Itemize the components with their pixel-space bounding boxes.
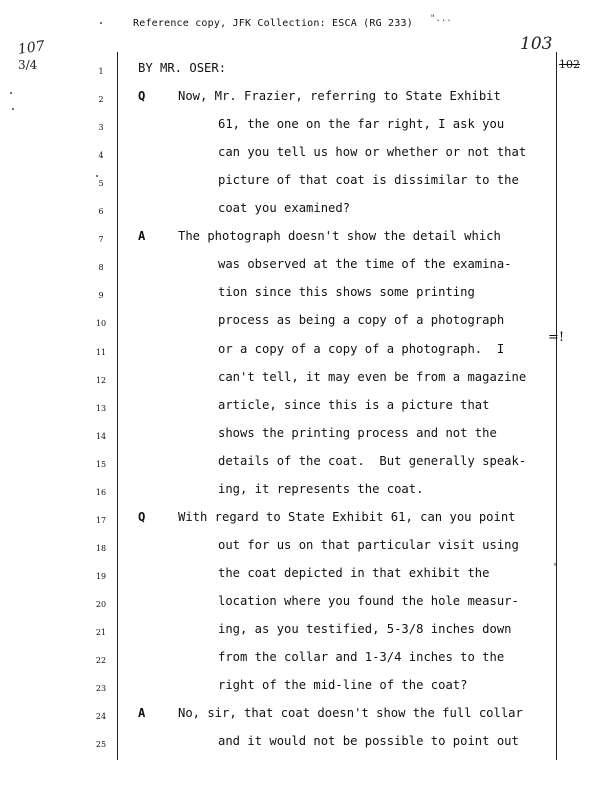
line-number: 24 <box>95 712 107 722</box>
line-number: 3 <box>98 123 104 133</box>
line-number: 10 <box>95 319 107 329</box>
header-stray-mark: "... <box>430 14 452 24</box>
transcript-line <box>0 61 612 89</box>
transcript-line <box>0 398 612 426</box>
transcript-line <box>0 201 612 229</box>
line-number: 17 <box>95 515 107 525</box>
line-text: ing, it represents the coat. <box>218 481 424 496</box>
line-number: 18 <box>95 543 107 553</box>
speaker-label: Q <box>138 89 146 104</box>
line-number: 2 <box>98 95 104 105</box>
line-text: ing, as you testified, 5-3/8 inches down <box>218 622 512 636</box>
line-text: Now, Mr. Frazier, referring to State Exhibit <box>178 89 501 104</box>
speaker-label: A <box>138 706 146 721</box>
line-text: location where you found the hole measur- <box>218 593 519 608</box>
line-text: can't tell, it may even be from a magazine <box>218 369 527 384</box>
transcript-line <box>0 426 612 454</box>
line-number: 5 <box>98 179 104 189</box>
speaker-label: A <box>138 229 146 244</box>
transcript-line <box>0 117 612 145</box>
line-text: can you tell us how or whether or not that <box>218 145 527 160</box>
line-text: out for us on that particular visit using <box>218 537 519 552</box>
transcript-line <box>0 285 612 313</box>
line-number: 9 <box>98 291 104 301</box>
line-number: 7 <box>98 235 104 245</box>
line-number: 21 <box>95 628 107 637</box>
transcript-line <box>0 257 612 285</box>
transcript-line <box>0 706 612 734</box>
line-text: and it would not be possible to point out <box>218 734 519 749</box>
line-number: 20 <box>95 599 107 609</box>
line-number: 15 <box>95 459 107 469</box>
transcript-line <box>0 538 612 566</box>
line-text: shows the printing process and not the <box>218 425 497 440</box>
transcript-line <box>0 510 612 538</box>
line-number: 19 <box>95 571 107 581</box>
line-text: right of the mid-line of the coat? <box>218 678 468 693</box>
stray-dot <box>100 22 102 24</box>
line-text: details of the coat. But generally speak- <box>218 453 527 468</box>
line-text: picture of that coat is dissimilar to the <box>218 173 519 188</box>
line-number: 11 <box>95 347 107 357</box>
line-number: 23 <box>95 684 107 694</box>
transcript-line <box>0 342 612 370</box>
line-text: coat you examined? <box>218 201 351 216</box>
line-text: or a copy of a copy of a photograph. I <box>218 341 505 356</box>
line-text: No, sir, that coat doesn't show the full collar <box>178 706 523 721</box>
line-number: 13 <box>95 403 107 413</box>
transcript-line <box>0 229 612 257</box>
line-number: 16 <box>95 487 107 497</box>
line-text: the coat depicted in that exhibit the <box>218 565 490 580</box>
transcript-line <box>0 89 612 117</box>
transcript-line <box>0 622 612 650</box>
line-text: from the collar and 1-3/4 inches to the <box>218 650 505 665</box>
line-number: 4 <box>98 151 104 161</box>
line-number: 6 <box>98 207 104 217</box>
margin-tick-mark: =! <box>548 330 565 345</box>
line-text: 61, the one on the far right, I ask you <box>218 117 505 132</box>
line-number: 8 <box>98 263 104 273</box>
transcript-line <box>0 566 612 594</box>
line-text: article, since this is a picture that <box>218 397 490 412</box>
handwritten-page-number: 103 <box>520 34 553 54</box>
line-text: was observed at the time of the examina- <box>218 257 512 272</box>
line-number: 1 <box>98 67 104 76</box>
speaker-label: Q <box>138 509 146 524</box>
transcript-line <box>0 734 612 762</box>
collection-header: Reference copy, JFK Collection: ESCA (RG 233) <box>133 18 413 29</box>
transcript-line <box>0 594 612 622</box>
line-number: 14 <box>95 431 107 441</box>
line-text: The photograph doesn't show the detail which <box>178 229 501 244</box>
line-number: 22 <box>95 656 107 666</box>
transcript-line <box>0 145 612 173</box>
line-text: BY MR. OSER: <box>138 61 227 75</box>
handwritten-left-fraction: 3/4 <box>18 58 38 72</box>
struck-page-number: 102 <box>559 58 580 71</box>
transcript-line <box>0 173 612 201</box>
transcript-line <box>0 650 612 678</box>
margin-tick-mark-2: ' <box>552 562 559 573</box>
line-number: 12 <box>95 375 107 385</box>
line-number: 25 <box>95 740 107 750</box>
line-text: tion since this shows some printing <box>218 285 475 300</box>
line-text: process as being a copy of a photograph <box>218 313 505 328</box>
transcript-line <box>0 678 612 706</box>
handwritten-left-number: 107 <box>17 38 46 58</box>
transcript-line <box>0 482 612 510</box>
transcript-line <box>0 454 612 482</box>
line-text: With regard to State Exhibit 61, can you point <box>178 509 516 524</box>
transcript-line <box>0 370 612 398</box>
transcript-line <box>0 313 612 341</box>
